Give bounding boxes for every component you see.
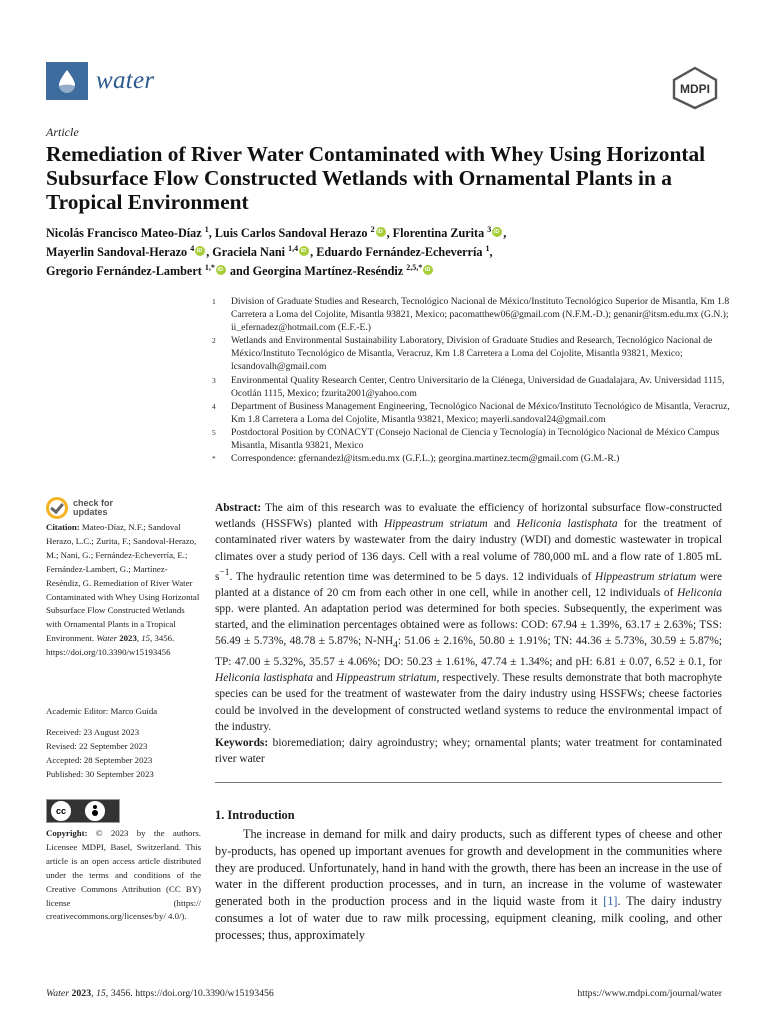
citation-year: 2023: [117, 633, 137, 644]
publication-dates: [46, 726, 201, 782]
cc-by-license-badge[interactable]: [46, 799, 120, 823]
orcid-icon[interactable]: [299, 246, 309, 256]
species-name: Hippeastrum striatum: [384, 518, 488, 531]
cc-icon: cc: [51, 801, 71, 821]
accepted-date: Accepted: 28 September 2023: [46, 754, 153, 765]
orcid-icon[interactable]: [492, 227, 502, 237]
author-name: , Florentina Zurita: [386, 226, 485, 241]
author-name: Nicolás Francisco Mateo-Díaz: [46, 226, 202, 241]
author-line-2: Mayerlin Sandoval-Herazo $^4$iD , Graciela Nani $^{1,4}$iD , Eduardo Fernández-Echeverría $^1$,: [46, 241, 736, 260]
footer-year: 2023: [69, 988, 92, 999]
species-name: Hippeastrum striatum: [595, 570, 697, 583]
footer-journal: Water: [46, 988, 70, 999]
correspondence-item: [212, 452, 736, 465]
orcid-icon[interactable]: [216, 265, 226, 275]
section-heading: 1. Introduction: [215, 808, 295, 822]
author-name: Gregorio Fernández-Lambert: [46, 264, 202, 279]
author-list: [46, 222, 736, 279]
footer-journal-url[interactable]: https://www.mdpi.com/journal/water: [577, 988, 722, 999]
affiliation-number: 1: [212, 297, 216, 306]
attribution-icon: [85, 801, 105, 821]
affiliation-item: [212, 334, 736, 373]
abstract-text: and: [313, 672, 336, 685]
abstract-text: were planted at a distance of 20 cm from each other in one cell, while in another cell, 12 individuals of: [215, 570, 723, 599]
abstract-text: The aim of this research was to evaluate the efficiency of horizontal subsurface flow-constructed wetlands (HSSFWs) planted with: [215, 502, 722, 531]
affiliation-sup: 4: [190, 244, 195, 254]
subscript: 4: [393, 640, 398, 651]
species-name: Heliconia lastisphata: [215, 672, 314, 685]
article-title: Remediation of River Water Contaminated with Whey Using Horizontal Subsurface Flow Constructed Wetlands with Ornamental Plants in a Tropical Environment: [46, 142, 706, 214]
affiliation-item: [212, 400, 736, 426]
abstract-text: , respectively. These results demonstrate that both macrophyte species can be used for the treatment of wastewater from the dairy industry using HSSFWs; cheese factories could be involved in the development of constructed wetland systems to reduce the environmental impact of the industry.: [215, 672, 722, 733]
footer-volume: , 15: [91, 988, 106, 999]
affiliation-text: Division of Graduate Studies and Research, Tecnológico Nacional de México/Instituto Tecnológico Superior de Misantla, Km 1.8 Carretera a Loma del Cojolite, Misantla 93821, Mexico; pacomatthew06@gmail.com (N.F.M.-D.); genanir@itsm.edu.mx (G.N.); ii_efernadez@hotmail.com (E.F.-E.): [231, 296, 730, 334]
affiliation-item: [212, 374, 736, 400]
intro-text: The increase in demand for milk and dairy products, such as different types of cheese and other by-products, has opened up important avenues for growth and development in the communities where they are produced. Unfortunately, hand in hand with the growth, there has been an increase in the use of water in the different production processes, and in turn, an increase in the volume of wastewater generated both in the production process and in the liquid waste from it: [215, 827, 722, 909]
copyright-notice: [46, 827, 201, 924]
citation-doi[interactable]: , 3456. https://doi.org/10.3390/w15193456: [46, 633, 175, 658]
abstract-text: and: [487, 518, 517, 531]
species-name: Heliconia: [677, 586, 722, 599]
mdpi-logo-text: MDPI: [680, 82, 710, 96]
citation-text: Mateo-Díaz, N.F.; Sandoval Herazo, L.C.; Zurita, F.; Sandoval-Herazo, M.; Nani, G.; Fernández-Echeverría, E.; Fernández-Lambert, G.; Martínez-Reséndiz, G. Remediation of River Water Contaminated with Whey Using Horizontal Subsurface Flow Constructed Wetlands with Ornamental Plants in a Tropical Environment.: [46, 522, 200, 644]
author-line-3: [46, 260, 736, 279]
affiliations: [212, 295, 736, 465]
affiliation-number: 5: [212, 427, 216, 437]
academic-editor: Academic Editor: Marco Guida: [46, 706, 158, 716]
affiliation-sup: 2: [370, 225, 375, 234]
abstract-label: Abstract:: [215, 502, 262, 514]
intro-paragraph: [215, 826, 722, 944]
copyright-text: © 2023 by the authors. Licensee MDPI, Basel, Switzerland. This article is an open access article distributed under the terms and conditions of the Creative Commons Attribution (CC BY) license (https:// creativecommons.org/licenses/by/ 4.0/).: [46, 828, 201, 922]
correspondence-text: Correspondence: gfernandezl@itsm.edu.mx (G.F.L.); georgina.martinez.tecm@gmail.com (G.M.-R.): [231, 453, 620, 465]
affiliation-sup: 3: [487, 225, 492, 234]
affiliation-text: Wetlands and Environmental Sustainability Laboratory, Division of Graduate Studies and Research, Tecnológico Nacional de México/Instituto Tecnológico de Misantla, Veracruz, Km 1.8 Carretera a Loma del Cojolite, Misantla 93821, Mexico; lcsandovalh@gmail.com: [231, 335, 713, 373]
citation-volume: , 15: [136, 633, 151, 644]
affiliation-number: 3: [212, 375, 216, 385]
section-divider: [215, 782, 722, 783]
affiliation-number: *: [212, 454, 216, 464]
revised-date: Revised: 22 September 2023: [46, 740, 148, 751]
author-name: Mayerlin Sandoval-Herazo: [46, 245, 188, 260]
affiliation-sup: 1: [204, 225, 209, 234]
abstract-text: for the treatment of contaminated river waters by wastewater from the dairy industry (WDI) and domestic wastewater in tropical climates over a study period of 136 days. Cell with a real volume of 780,000 mL and a flow rate of 1.805 mL s: [215, 518, 722, 583]
affiliation-text: Department of Business Management Engineering, Tecnológico Nacional de México/Instituto Tecnológico de Misantla, Veracruz, Km 1.8 Carretera a Loma del Cojolite, Misantla 93821, Mexico; mayerli.sandoval24@gmail.com: [231, 400, 730, 425]
reference-link[interactable]: [1]: [603, 894, 618, 909]
species-name: Hippeastrum striatum: [335, 672, 437, 685]
affiliation-sup: 2,5,*: [406, 263, 423, 273]
citation-block: [46, 521, 201, 660]
abstract: [215, 500, 722, 735]
author-line-1: Nicolás Francisco Mateo-Díaz $^1$, Luis Carlos Sandoval Herazo $^2$iD , Florentina Zurita $^3$iD ,: [46, 222, 736, 241]
copyright-label: Copyright:: [46, 828, 88, 838]
orcid-icon[interactable]: [376, 227, 386, 237]
abstract-text: spp. were planted. An adaptation period was determined for both species. Subsequently, the experiment was started, and the elimination percentages obtained were as follows: COD: 67.94 ± 1.39%, 63.17 ± 2.63%; TSS: 56.49 ± 5.73%, 48.78 ± 5.87%; N-NH: [215, 603, 722, 648]
author-name: , Luis Carlos Sandoval Herazo: [208, 226, 368, 241]
journal-name: water: [96, 67, 155, 94]
mdpi-logo[interactable]: [670, 66, 720, 110]
water-drop-icon: [46, 62, 88, 100]
affiliation-number: 2: [212, 336, 216, 346]
species-name: Heliconia lastisphata: [516, 518, 618, 531]
check-for-updates-button[interactable]: [46, 497, 113, 519]
affiliation-sup: 1,*: [204, 263, 215, 273]
keywords: [215, 735, 722, 767]
check-updates-label: check for: [73, 498, 114, 508]
author-name: , Eduardo Fernández-Echeverría: [310, 245, 483, 260]
keywords-text: bioremediation; dairy agroindustry; whey; ornamental plants; water treatment for contaminated river water: [215, 737, 722, 766]
keywords-label: Keywords:: [215, 737, 269, 749]
affiliation-item: [212, 426, 736, 452]
check-updates-icon: [46, 497, 68, 519]
author-name: , Graciela Nani: [206, 245, 286, 260]
affiliation-number: 4: [212, 401, 216, 411]
article-type: Article: [46, 125, 79, 139]
author-name: and Georgina Martínez-Reséndiz: [226, 264, 404, 279]
citation-label: Citation:: [46, 522, 80, 532]
published-date: Published: 30 September 2023: [46, 768, 154, 779]
intro-text: . The dairy industry consumes a lot of water due to raw milk processing, equipment cleaning, milk cooling, and other processes; thus, approximately: [215, 894, 723, 942]
affiliation-text: Postdoctoral Position by CONACYT (Consejo Nacional de Ciencia y Tecnología) in Tecnológico Nacional de México Campus Misantla, Misantla 93821, Mexico: [231, 426, 720, 452]
citation-journal: Water: [96, 633, 118, 644]
superscript: −1: [219, 567, 230, 578]
check-updates-label: updates: [73, 507, 108, 517]
affiliation-text: Environmental Quality Research Center, Centro Universitario de la Ciénega, Universidad de Guadalajara, Av. Universidad 1115, Ocotlán 1115, Mexico; fzurita2001@yahoo.com: [231, 374, 725, 399]
journal-logo[interactable]: [46, 62, 154, 100]
affiliation-sup: 1: [485, 244, 490, 254]
footer-doi[interactable]: , 3456. https://doi.org/10.3390/w15193456: [105, 988, 274, 999]
orcid-icon[interactable]: [195, 246, 205, 256]
abstract-text: . The hydraulic retention time was determined to be 5 days. 12 individuals of: [229, 570, 595, 583]
affiliation-item: [212, 295, 736, 334]
footer-citation: [46, 988, 274, 999]
orcid-icon[interactable]: [423, 265, 433, 275]
affiliation-sup: 1,4: [288, 244, 299, 254]
abstract-text: : 51.06 ± 2.16%, 50.80 ± 1.91%; TN: 44.36 ± 5.73%, 30.59 ± 5.87%; TP: 47.00 ± 5.32%, 35.57 ± 4.06%; DO: 50.23 ± 1.61%, 47.74 ± 1.34%; and pH: 6.81 ± 0.07, 6.52 ± 0.1, for: [215, 635, 722, 668]
received-date: Received: 23 August 2023: [46, 727, 140, 737]
